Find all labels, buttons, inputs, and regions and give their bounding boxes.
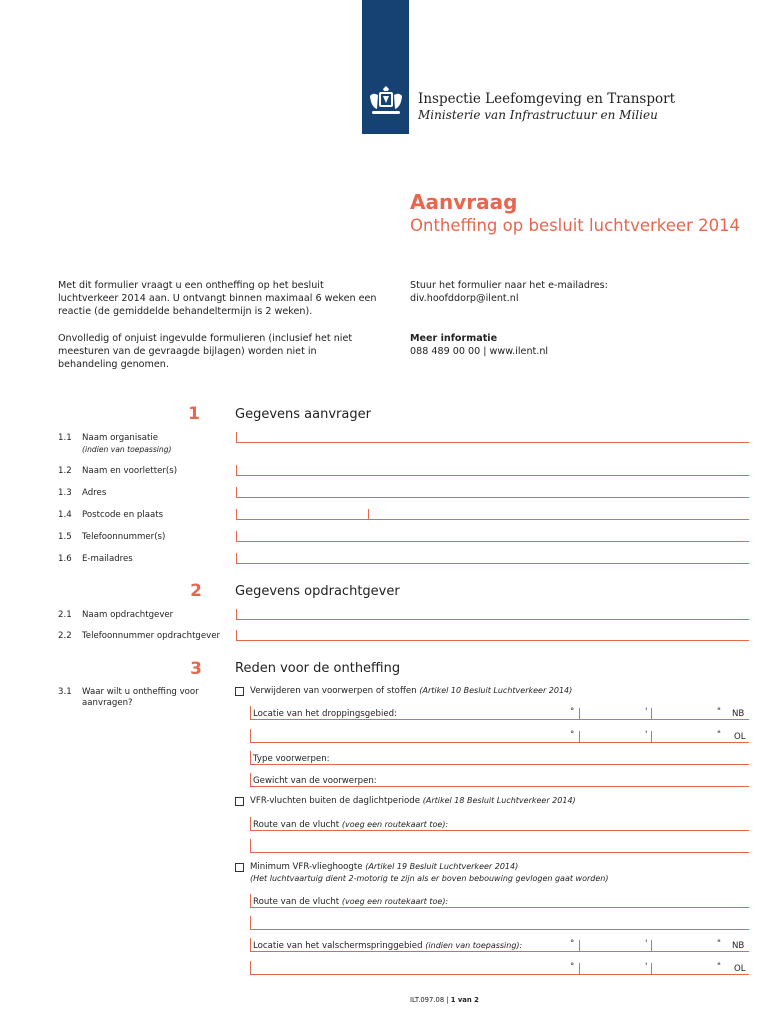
object-type-label: Type voorwerpen:: [253, 754, 330, 764]
question-label: Waar wilt u ontheffing voor aanvragen?: [82, 687, 199, 708]
field-number: 1.5: [58, 532, 72, 542]
field-label-phone: Telefoonnummer(s): [82, 532, 166, 542]
degree-unit: °: [570, 707, 575, 717]
route-night-label: Route van de vlucht (voeg een routekaart toe):: [253, 820, 449, 830]
logo-bar: [362, 0, 409, 134]
route-altitude-input-2[interactable]: [250, 916, 749, 930]
page-footer: ILT.097.08 | 1 van 2: [410, 996, 479, 1004]
minute-unit: ': [645, 707, 648, 717]
field-number: 1.3: [58, 488, 72, 498]
section-3-number: 3: [190, 659, 202, 679]
field-label-name: Naam en voorletter(s): [82, 466, 178, 476]
coat-of-arms-icon: [366, 84, 406, 120]
option-vfr-night-label: VFR-vluchten buiten de daglichtperiode (Artikel 18 Besluit Luchtverkeer 2014): [250, 796, 576, 806]
city-input[interactable]: [368, 509, 749, 520]
section-2-number: 2: [190, 581, 202, 601]
organisation-name-input[interactable]: [236, 432, 749, 443]
route-night-input-2[interactable]: [250, 839, 749, 853]
option-remove-objects-checkbox[interactable]: [235, 687, 244, 696]
form-title: Aanvraag: [410, 190, 518, 214]
field-number: 2.2: [58, 631, 72, 641]
field-label-postcode-city: Postcode en plaats: [82, 510, 164, 520]
intro-paragraph-1: Met dit formulier vraagt u een ontheffing op het besluit luchtverkeer 2014 aan. U ontvangt binnen maximaal 6 weken een reactie (de gemiddelde behandeltermijn is 2 weken).: [58, 280, 377, 317]
field-divider: [579, 708, 580, 719]
nb-label: NB: [732, 709, 745, 719]
client-phone-input[interactable]: [236, 630, 749, 641]
contact-info: 088 489 00 00 | www.ilent.nl: [410, 346, 549, 357]
org-name: Inspectie Leefomgeving en Transport: [418, 91, 675, 107]
second-unit: ": [717, 962, 721, 972]
section-3-title: Reden voor de ontheffing: [235, 661, 401, 676]
nb-label: NB: [732, 941, 745, 951]
field-divider: [651, 731, 652, 742]
address-input[interactable]: [236, 487, 749, 498]
send-instruction: Stuur het formulier naar het e-mailadres:: [410, 280, 608, 291]
object-weight-label: Gewicht van de voorwerpen:: [253, 776, 377, 786]
name-initials-input[interactable]: [236, 465, 749, 476]
field-label-email: E-mailadres: [82, 554, 133, 564]
second-unit: ": [717, 707, 721, 717]
minute-unit: ': [645, 730, 648, 740]
second-unit: ": [717, 730, 721, 740]
ol-label: OL: [734, 964, 746, 974]
phone-input[interactable]: [236, 531, 749, 542]
drop-location-ol-input[interactable]: [250, 729, 749, 743]
more-info-heading: Meer informatie: [410, 333, 498, 344]
section-1-title: Gegevens aanvrager: [235, 407, 371, 422]
field-number: 3.1: [58, 687, 72, 697]
client-name-input[interactable]: [236, 609, 749, 620]
postcode-input[interactable]: [236, 509, 369, 520]
field-number: 1.1: [58, 433, 72, 443]
option-remove-objects-label: Verwijderen van voorwerpen of stoffen (Artikel 10 Besluit Luchtverkeer 2014): [250, 686, 573, 696]
ministry-name: Ministerie van Infrastructuur en Milieu: [418, 108, 658, 122]
field-label-address: Adres: [82, 488, 107, 498]
route-altitude-label: Route van de vlucht (voeg een routekaart toe):: [253, 897, 449, 907]
field-number: 2.1: [58, 610, 72, 620]
option-vfr-min-altitude-label: Minimum VFR-vlieghoogte (Artikel 19 Besluit Luchtverkeer 2014): [250, 862, 519, 872]
option-vfr-min-altitude-note: (Het luchtvaartuig dient 2-motorig te zijn als er boven bebouwing gevlogen gaat worden): [250, 874, 609, 883]
field-divider: [651, 708, 652, 719]
intro-paragraph-2: Onvolledig of onjuist ingevulde formulieren (inclusief het niet meesturen van de gevraagde bijlagen) worden niet in behandeling genomen.: [58, 333, 353, 370]
option-vfr-min-altitude-checkbox[interactable]: [235, 863, 244, 872]
degree-unit: °: [570, 962, 575, 972]
minute-unit: ': [645, 962, 648, 972]
jump-location-label: Locatie van het valschermspringgebied (indien van toepassing):: [253, 941, 523, 951]
section-1-number: 1: [188, 404, 200, 424]
degree-unit: °: [570, 730, 575, 740]
field-sublabel-organisation: (indien van toepassing): [82, 445, 172, 454]
field-label-client-name: Naam opdrachtgever: [82, 610, 174, 620]
field-divider: [579, 731, 580, 742]
field-label-client-phone: Telefoonnummer opdrachtgever: [82, 631, 221, 641]
drop-location-label: Locatie van het droppingsgebied:: [253, 709, 397, 719]
field-divider: [579, 963, 580, 974]
minute-unit: ': [645, 939, 648, 949]
form-subtitle: Ontheffing op besluit luchtverkeer 2014: [410, 216, 741, 235]
jump-location-ol-input[interactable]: [250, 961, 749, 975]
ol-label: OL: [734, 732, 746, 742]
field-divider: [651, 963, 652, 974]
field-label-organisation: Naam organisatie: [82, 433, 159, 443]
field-number: 1.6: [58, 554, 72, 564]
field-divider: [651, 940, 652, 951]
second-unit: ": [717, 939, 721, 949]
option-vfr-night-checkbox[interactable]: [235, 797, 244, 806]
field-divider: [579, 940, 580, 951]
email-input[interactable]: [236, 553, 749, 564]
degree-unit: °: [570, 939, 575, 949]
field-number: 1.4: [58, 510, 72, 520]
section-2-title: Gegevens opdrachtgever: [235, 584, 400, 599]
field-number: 1.2: [58, 466, 72, 476]
email-address[interactable]: div.hoofddorp@ilent.nl: [410, 293, 519, 304]
